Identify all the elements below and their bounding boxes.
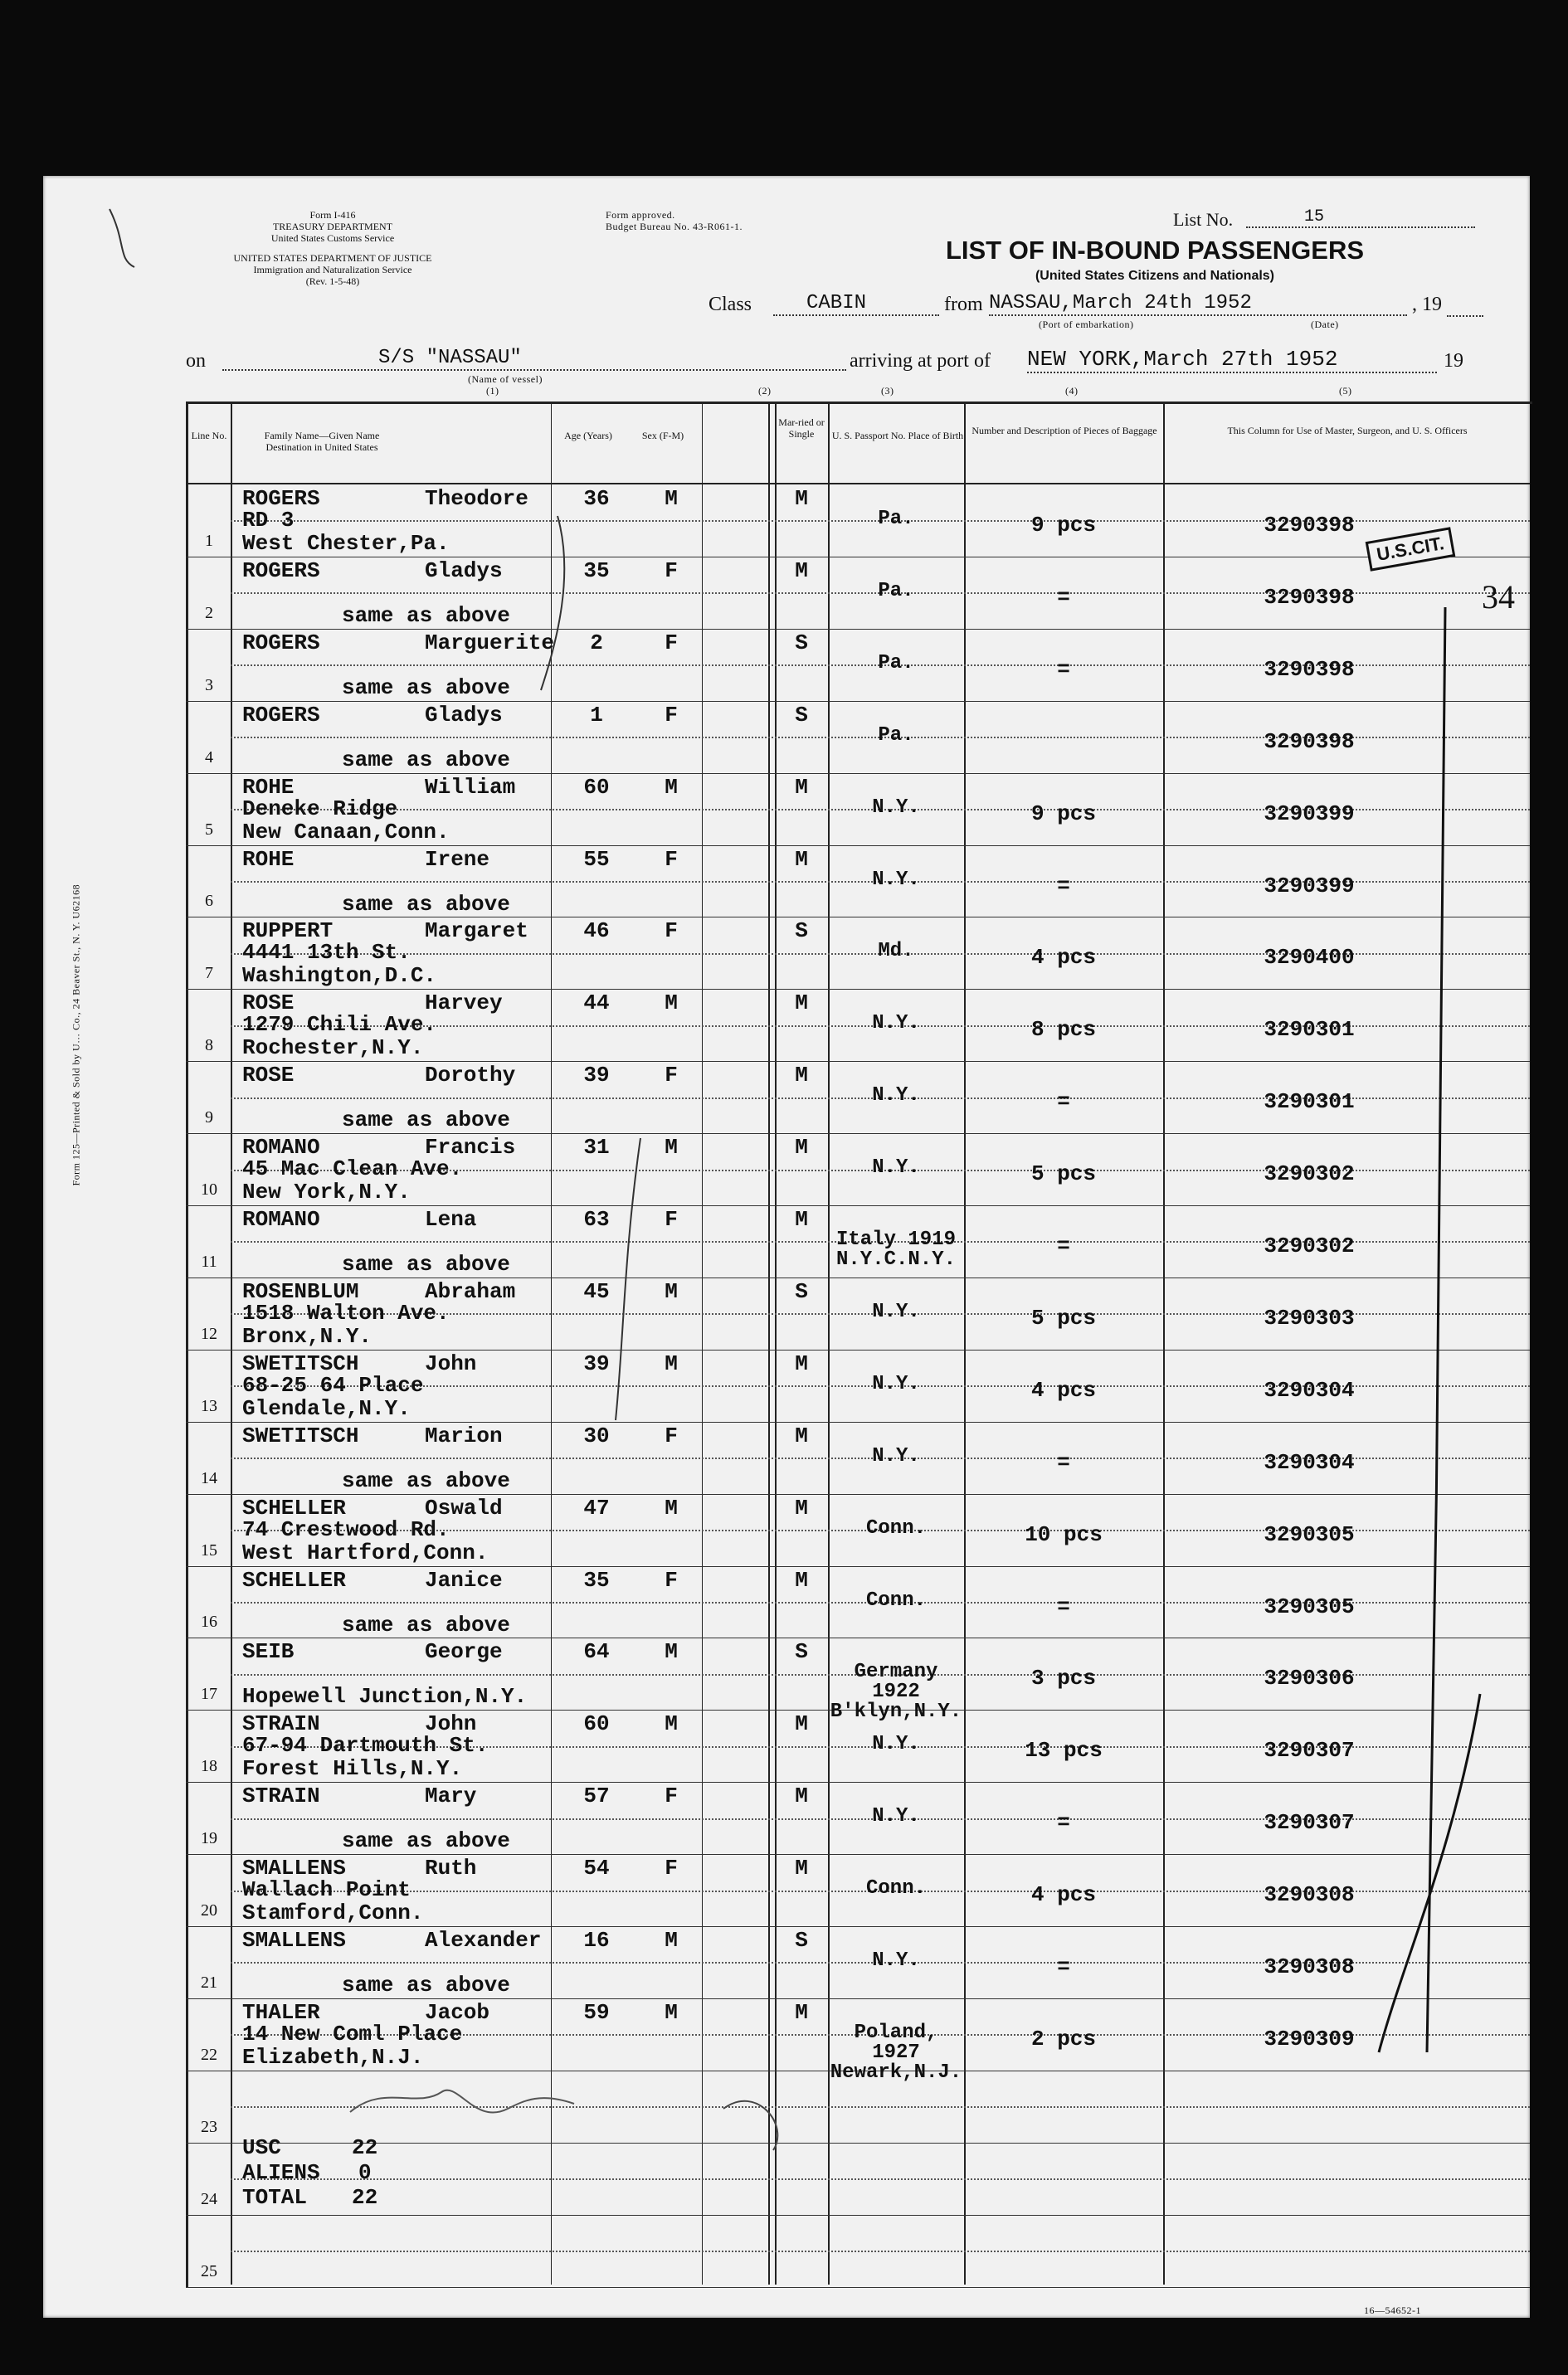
officer-code: 3290400	[1264, 945, 1355, 970]
address-line-1: 1518 Walton Ave.	[242, 1301, 450, 1326]
sex: F	[665, 1063, 678, 1088]
age: 30	[583, 1424, 610, 1448]
line-number: 13	[201, 1397, 217, 1415]
age: 59	[583, 2000, 610, 2025]
address-line-2: Glendale,N.Y.	[242, 1396, 411, 1421]
marital-status: M	[795, 1856, 808, 1881]
officer-code: 3290304	[1264, 1378, 1355, 1403]
marital-status: M	[795, 1424, 808, 1448]
baggage: =	[1057, 874, 1070, 898]
baggage: 5 pcs	[1030, 1306, 1096, 1331]
col-header-married: Mar-ried or Single	[778, 416, 825, 440]
marital-status: M	[795, 1351, 808, 1376]
given-name: Theodore	[425, 486, 528, 511]
line-number: 14	[201, 1469, 217, 1487]
sex: F	[665, 703, 678, 728]
col-header-name: Family Name—Given Name Destination in United States	[264, 430, 380, 453]
address-line-2: same as above	[342, 1973, 510, 1998]
line-number: 17	[201, 1685, 217, 1703]
budget-bureau: Budget Bureau No. 43-R061-1.	[606, 221, 743, 232]
aliens-label: ALIENS	[242, 2160, 320, 2185]
baggage: 5 pcs	[1030, 1161, 1096, 1186]
line-number: 10	[201, 1180, 217, 1199]
usc-value: 22	[352, 2135, 378, 2160]
class-label: Class	[709, 294, 752, 315]
officer-code: 3290302	[1264, 1234, 1355, 1258]
dept-customs: United States Customs Service	[270, 232, 395, 244]
baggage: 2 pcs	[1030, 2027, 1096, 2051]
place-of-birth: N.Y.	[872, 1949, 920, 1972]
line-number: 4	[205, 748, 213, 767]
officer-code: 3290398	[1264, 513, 1355, 538]
address-line-2: same as above	[342, 603, 510, 628]
age: 60	[583, 775, 610, 800]
place-of-birth: N.Y.	[872, 1156, 920, 1179]
sex: F	[665, 1424, 678, 1448]
sex: M	[665, 2000, 678, 2025]
sex: F	[665, 558, 678, 583]
sex: F	[665, 1568, 678, 1593]
age: 60	[583, 1711, 610, 1736]
footer-code: 16—54652-1	[1364, 2304, 1421, 2316]
given-name: Abraham	[425, 1279, 516, 1304]
address-line-2: Stamford,Conn.	[242, 1900, 424, 1925]
form-number: Form I-416	[309, 209, 356, 221]
officer-code: 3290303	[1264, 1306, 1355, 1331]
officer-code: 3290398	[1264, 585, 1355, 610]
sex: F	[665, 1207, 678, 1232]
col-header-passport: U. S. Passport No. Place of Birth	[831, 430, 964, 441]
place-of-birth: Conn.	[865, 1517, 926, 1540]
sex: M	[665, 1711, 678, 1736]
age: 64	[583, 1639, 610, 1664]
us-citizen-stamp: U.S.CIT.	[1366, 527, 1456, 571]
address-line-1: Wallach Point	[242, 1877, 411, 1902]
age: 39	[583, 1063, 610, 1088]
marital-status: M	[795, 1784, 808, 1808]
place-of-birth: Pa.	[878, 652, 914, 674]
baggage: =	[1057, 657, 1070, 682]
line-number: 6	[205, 892, 213, 910]
age: 45	[583, 1279, 610, 1304]
officer-code: 3290307	[1264, 1738, 1355, 1763]
line-number: 21	[201, 1973, 217, 1992]
address-line-2: same as above	[342, 892, 510, 917]
baggage: =	[1057, 1450, 1070, 1475]
given-name: Harvey	[425, 990, 503, 1015]
address-line-2: same as above	[342, 1107, 510, 1132]
officer-code: 3290304	[1264, 1450, 1355, 1475]
officer-code: 3290301	[1264, 1089, 1355, 1114]
baggage: 4 pcs	[1030, 1378, 1096, 1403]
given-name: Alexander	[425, 1928, 542, 1953]
col-num-1: (1)	[486, 385, 499, 397]
place-of-birth: N.Y.	[872, 1733, 920, 1755]
given-name: William	[425, 775, 516, 800]
vessel-value: S/S "NASSAU"	[222, 347, 846, 371]
dept-immigration: Immigration and Naturalization Service	[253, 264, 412, 275]
address-line-2: same as above	[342, 1613, 510, 1638]
officer-code: 3290307	[1264, 1810, 1355, 1835]
line-number: 25	[201, 2262, 217, 2280]
address-line-2: West Chester,Pa.	[242, 531, 450, 556]
place-of-birth: Pa.	[878, 580, 914, 602]
sex: M	[665, 1135, 678, 1160]
address-line-2: New York,N.Y.	[242, 1180, 411, 1205]
family-name: SCHELLER	[242, 1568, 346, 1593]
place-of-birth: N.Y.	[872, 1805, 920, 1827]
family-name: ROGERS	[242, 630, 320, 655]
marital-status: S	[795, 1279, 808, 1304]
address-line-1: 14 New Coml Place	[242, 2022, 463, 2046]
side-imprint: Form 125—Printed & Sold by U… Co., 24 Beaver St., N. Y. U62168	[70, 883, 82, 1186]
line-number: 16	[201, 1613, 217, 1631]
dept-justice: UNITED STATES DEPARTMENT OF JUSTICE	[233, 252, 432, 264]
officer-code: 3290398	[1264, 657, 1355, 682]
sex: M	[665, 486, 678, 511]
line-number: 15	[201, 1541, 217, 1560]
given-name: Janice	[425, 1568, 503, 1593]
family-name: SEIB	[242, 1639, 295, 1664]
sex: F	[665, 1856, 678, 1881]
list-no-value: 15	[1246, 207, 1475, 228]
marital-status: M	[795, 2000, 808, 2025]
baggage: 3 pcs	[1030, 1666, 1096, 1691]
line-number: 23	[201, 2118, 217, 2136]
manifest-page	[43, 176, 1530, 2318]
sex: F	[665, 847, 678, 872]
given-name: Lena	[425, 1207, 477, 1232]
place-of-birth: N.Y.	[872, 796, 920, 819]
line-number: 22	[201, 2046, 217, 2064]
family-name: ROGERS	[242, 703, 320, 728]
marital-status: M	[795, 1135, 808, 1160]
given-name: John	[425, 1351, 477, 1376]
marital-status: M	[795, 486, 808, 511]
marital-status: M	[795, 1568, 808, 1593]
given-name: Marion	[425, 1424, 503, 1448]
sex: F	[665, 630, 678, 655]
sex: M	[665, 775, 678, 800]
baggage: =	[1057, 1810, 1070, 1835]
officer-code: 3290308	[1264, 1954, 1355, 1979]
officer-code: 3290305	[1264, 1522, 1355, 1547]
address-line-1: 67-94 Dartmouth St.	[242, 1733, 489, 1758]
place-of-birth: Conn.	[865, 1589, 926, 1612]
sex: M	[665, 1928, 678, 1953]
given-name: Mary	[425, 1784, 477, 1808]
place-of-birth: Poland, 1927 Newark,N.J.	[830, 2022, 962, 2084]
family-name: STRAIN	[242, 1711, 320, 1736]
sex: F	[665, 918, 678, 943]
marital-status: M	[795, 558, 808, 583]
line-number: 3	[205, 676, 213, 694]
age: 2	[590, 630, 603, 655]
sex: M	[665, 1639, 678, 1664]
marital-status: S	[795, 1928, 808, 1953]
address-line-1: RD 3	[242, 508, 295, 533]
given-name: Marguerite	[425, 630, 555, 655]
col-header-age: Age (Years)	[564, 430, 612, 441]
age: 36	[583, 486, 610, 511]
officer-code: 3290305	[1264, 1594, 1355, 1619]
officer-code: 3290398	[1264, 729, 1355, 754]
margin-number: 34	[1482, 578, 1515, 616]
sex: M	[665, 1279, 678, 1304]
line-number: 7	[205, 964, 213, 982]
date-caption: (Date)	[1311, 319, 1339, 330]
arriving-year-label: 19	[1444, 350, 1463, 372]
baggage: 8 pcs	[1030, 1017, 1096, 1042]
age: 63	[583, 1207, 610, 1232]
address-line-2: Elizabeth,N.J.	[242, 2045, 424, 2070]
total-value: 22	[352, 2185, 378, 2210]
place-of-birth: N.Y.	[872, 1373, 920, 1395]
from-value: NASSAU,March 24th 1952	[989, 292, 1407, 316]
family-name: ROGERS	[242, 486, 320, 511]
place-of-birth: N.Y.	[872, 1445, 920, 1467]
baggage: =	[1057, 1089, 1070, 1114]
arriving-value: NEW YORK,March 27th 1952	[1027, 347, 1437, 373]
place-of-birth: Pa.	[878, 508, 914, 530]
class-value: CABIN	[773, 292, 939, 316]
marital-status: M	[795, 1496, 808, 1521]
family-name: ROHE	[242, 847, 295, 872]
given-name: Jacob	[425, 2000, 490, 2025]
col-header-sex: Sex (F-M)	[641, 430, 684, 441]
place-of-birth: N.Y.	[872, 1301, 920, 1323]
port-caption: (Port of embarkation)	[1039, 319, 1134, 330]
given-name: Gladys	[425, 558, 503, 583]
address-line-1: Deneke Ridge	[242, 796, 398, 821]
line-number: 12	[201, 1325, 217, 1343]
form-revision: (Rev. 1-5-48)	[305, 275, 360, 287]
place-of-birth: N.Y.	[872, 1012, 920, 1034]
family-name: ROHE	[242, 775, 295, 800]
line-number: 19	[201, 1829, 217, 1847]
family-name: ROSE	[242, 990, 295, 1015]
given-name: John	[425, 1711, 477, 1736]
sex: M	[665, 1496, 678, 1521]
from-label: from	[944, 294, 983, 315]
marital-status: S	[795, 1639, 808, 1664]
address-line-2: West Hartford,Conn.	[242, 1540, 489, 1565]
place-of-birth: N.Y.	[872, 869, 920, 891]
year-label: , 19	[1412, 294, 1442, 315]
marital-status: M	[795, 1207, 808, 1232]
place-of-birth: Italy 1919 N.Y.C.N.Y.	[835, 1229, 957, 1271]
baggage: =	[1057, 1234, 1070, 1258]
officer-code: 3290399	[1264, 874, 1355, 898]
address-line-2: Hopewell Junction,N.Y.	[242, 1684, 528, 1709]
address-line-2: same as above	[342, 1252, 510, 1277]
line-number: 24	[201, 2190, 217, 2208]
address-line-2: Bronx,N.Y.	[242, 1324, 373, 1349]
arriving-label: arriving at port of	[850, 350, 991, 372]
family-name: ROGERS	[242, 558, 320, 583]
address-line-1: 68-25 64 Place	[242, 1373, 424, 1398]
age: 54	[583, 1856, 610, 1881]
list-no-label: List No.	[1173, 209, 1234, 230]
address-line-1: 4441 13th St.	[242, 940, 411, 965]
officer-code: 3290302	[1264, 1161, 1355, 1186]
marital-status: M	[795, 1711, 808, 1736]
address-line-2: same as above	[342, 1828, 510, 1853]
address-line-2: New Canaan,Conn.	[242, 820, 450, 844]
officer-code: 3290301	[1264, 1017, 1355, 1042]
officer-code: 3290399	[1264, 801, 1355, 826]
col-num-2: (2)	[758, 385, 772, 397]
address-line-2: Washington,D.C.	[242, 963, 437, 988]
officer-code: 3290308	[1264, 1882, 1355, 1907]
handwritten-marks	[43, 176, 1530, 2318]
document-title: LIST OF IN-BOUND PASSENGERS	[945, 236, 1365, 265]
baggage: 10 pcs	[1025, 1522, 1103, 1547]
family-name: SWETITSCH	[242, 1424, 359, 1448]
line-number: 2	[205, 604, 213, 622]
age: 47	[583, 1496, 610, 1521]
marital-status: S	[795, 703, 808, 728]
address-line-1: 45 Mac Clean Ave.	[242, 1156, 463, 1181]
age: 35	[583, 1568, 610, 1593]
given-name: Irene	[425, 847, 490, 872]
family-name: STRAIN	[242, 1784, 320, 1808]
place-of-birth: N.Y.	[872, 1084, 920, 1107]
family-name: SCHELLER	[242, 1496, 346, 1521]
total-label: TOTAL	[242, 2185, 308, 2210]
age: 57	[583, 1784, 610, 1808]
marital-status: M	[795, 1063, 808, 1088]
address-line-1: 74 Crestwood Rd.	[242, 1517, 450, 1542]
age: 46	[583, 918, 610, 943]
officer-code: 3290306	[1264, 1666, 1355, 1691]
baggage: 4 pcs	[1030, 945, 1096, 970]
marital-status: M	[795, 775, 808, 800]
place-of-birth: Conn.	[865, 1877, 926, 1900]
age: 1	[590, 703, 603, 728]
given-name: Gladys	[425, 703, 503, 728]
line-number: 8	[205, 1036, 213, 1054]
col-header-line: Line No.	[191, 430, 227, 441]
family-name: ROSE	[242, 1063, 295, 1088]
line-number: 5	[205, 820, 213, 839]
col-num-3: (3)	[881, 385, 894, 397]
baggage: 9 pcs	[1030, 513, 1096, 538]
col-header-officers: This Column for Use of Master, Surgeon, and U. S. Officers	[1227, 425, 1468, 436]
given-name: Oswald	[425, 1496, 503, 1521]
line-number: 20	[201, 1901, 217, 1920]
col-num-5: (5)	[1339, 385, 1352, 397]
place-of-birth: Md.	[878, 940, 914, 962]
family-name: SMALLENS	[242, 1928, 346, 1953]
baggage: 4 pcs	[1030, 1882, 1096, 1907]
address-line-2: same as above	[342, 675, 510, 700]
line-number: 1	[205, 532, 213, 550]
marital-status: M	[795, 990, 808, 1015]
given-name: Francis	[425, 1135, 516, 1160]
col-num-4: (4)	[1065, 385, 1079, 397]
given-name: Ruth	[425, 1856, 477, 1881]
document-subtitle: (United States Citizens and Nationals)	[1035, 269, 1275, 283]
family-name: RUPPERT	[242, 918, 334, 943]
age: 31	[583, 1135, 610, 1160]
marital-status: S	[795, 630, 808, 655]
given-name: George	[425, 1639, 503, 1664]
address-line-2: same as above	[342, 1468, 510, 1493]
line-number: 11	[201, 1253, 217, 1271]
family-name: ROSENBLUM	[242, 1279, 359, 1304]
place-of-birth: Pa.	[878, 724, 914, 747]
family-name: SWETITSCH	[242, 1351, 359, 1376]
sex: M	[665, 990, 678, 1015]
age: 44	[583, 990, 610, 1015]
marital-status: M	[795, 847, 808, 872]
baggage: =	[1057, 1954, 1070, 1979]
aliens-value: 0	[358, 2160, 372, 2185]
baggage: 9 pcs	[1030, 801, 1096, 826]
address-line-1: 1279 Chili Ave.	[242, 1012, 437, 1037]
marital-status: S	[795, 918, 808, 943]
baggage: =	[1057, 1594, 1070, 1619]
dept-treasury: TREASURY DEPARTMENT	[272, 221, 393, 232]
place-of-birth: Germany 1922 B'klyn,N.Y.	[830, 1661, 962, 1723]
given-name: Dorothy	[425, 1063, 516, 1088]
address-line-2: Forest Hills,N.Y.	[242, 1756, 463, 1781]
on-label: on	[186, 350, 206, 372]
age: 16	[583, 1928, 610, 1953]
form-approved: Form approved.	[606, 209, 675, 221]
family-name: SMALLENS	[242, 1856, 346, 1881]
address-line-2: Rochester,N.Y.	[242, 1035, 424, 1060]
usc-label: USC	[242, 2135, 281, 2160]
address-line-2: same as above	[342, 747, 510, 772]
line-number: 9	[205, 1108, 213, 1127]
baggage: =	[1057, 585, 1070, 610]
sex: M	[665, 1351, 678, 1376]
officer-code: 3290309	[1264, 2027, 1355, 2051]
age: 55	[583, 847, 610, 872]
family-name: THALER	[242, 2000, 320, 2025]
age: 35	[583, 558, 610, 583]
family-name: ROMANO	[242, 1207, 320, 1232]
line-number: 18	[201, 1757, 217, 1775]
vessel-caption: (Name of vessel)	[468, 373, 543, 385]
sex: F	[665, 1784, 678, 1808]
given-name: Margaret	[425, 918, 528, 943]
family-name: ROMANO	[242, 1135, 320, 1160]
age: 39	[583, 1351, 610, 1376]
baggage: 13 pcs	[1025, 1738, 1103, 1763]
col-header-baggage: Number and Description of Pieces of Baggage	[971, 425, 1157, 436]
